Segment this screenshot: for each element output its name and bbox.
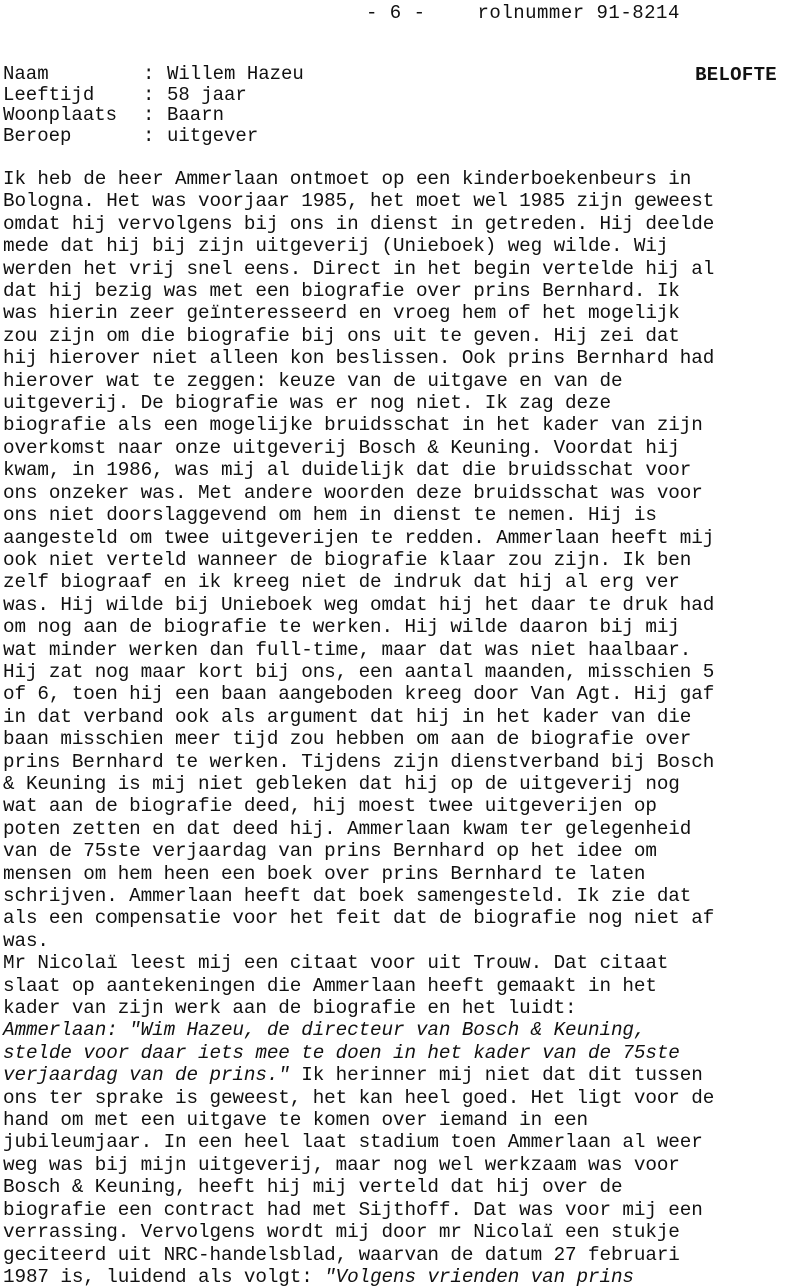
quoted-text: Ammerlaan: "Wim Hazeu, de directeur van Bosch & Keuning, [3, 1019, 646, 1042]
text-segment: Bosch & Keuning, heeft hij mij verteld dat hij over de [3, 1176, 623, 1199]
text-segment: kader van zijn werk aan de biografie en het luidt: [3, 997, 577, 1020]
text-line [3, 751, 803, 773]
text-segment: Ik herinner mij niet dat dit tussen [289, 1064, 703, 1087]
text-line [3, 392, 803, 414]
text-segment: Mr Nicolaï leest mij een citaat voor uit Trouw. Dat citaat [3, 952, 669, 975]
text-line [3, 1266, 803, 1288]
statement-text [3, 168, 803, 1288]
text-line [3, 907, 803, 929]
text-segment: was. [3, 929, 49, 952]
text-line [3, 639, 803, 661]
text-line [3, 168, 803, 190]
text-line [3, 549, 803, 571]
text-line [3, 975, 803, 997]
text-line [3, 1064, 803, 1086]
text-line [3, 1109, 803, 1131]
quoted-text: stelde voor daar iets mee te doen in het kader van de 75ste [3, 1041, 680, 1064]
field-row [3, 126, 304, 147]
text-line [3, 885, 803, 907]
text-segment: poten zetten en dat deed hij. Ammerlaan kwam ter gelegenheid [3, 817, 692, 840]
text-line [3, 840, 803, 862]
text-segment: biografie een contract had met Sijthoff. Dat was voor mij een [3, 1198, 703, 1221]
quoted-text: "Volgens vrienden van prins [324, 1265, 634, 1288]
text-segment: was hierin zeer geïnteresseerd en vroeg hem of het mogelijk [3, 302, 680, 325]
field-row [3, 85, 304, 106]
field-label: Beroep [3, 124, 72, 147]
quoted-text: verjaardag van de prins." [3, 1064, 290, 1087]
text-segment: mede dat hij bij zijn uitgeverij (Unieboek) weg wilde. Wij [3, 235, 669, 258]
roll-number: rolnummer 91-8214 [477, 2, 680, 24]
text-line [3, 1176, 803, 1198]
field-separator: : [143, 83, 155, 106]
text-line [3, 258, 803, 280]
text-segment: in dat verband ook als argument dat hij in het kader van die [3, 705, 692, 728]
text-line [3, 1087, 803, 1109]
text-segment: ons ter sprake is geweest, het kan heel goed. Het ligt voor de [3, 1086, 715, 1109]
text-line [3, 571, 803, 593]
field-value: Willem Hazeu [167, 63, 304, 85]
text-line [3, 863, 803, 885]
text-segment: wat minder werken dan full-time, maar dat was niet haalbaar. [3, 638, 692, 661]
text-line [3, 683, 803, 705]
text-segment: aangesteld om twee uitgeverijen te redden. Ammerlaan heeft mij [3, 526, 715, 549]
text-segment: schrijven. Ammerlaan heeft dat boek samengesteld. Ik zie dat [3, 885, 692, 907]
text-segment: mensen om hem heen een boek over prins Bernhard te laten [3, 862, 646, 885]
text-segment: overkomst naar onze uitgeverij Bosch & Keuning. Voordat hij [3, 436, 680, 459]
text-segment: prins Bernhard te werken. Tijdens zijn dienstverband bij Bosch [3, 750, 715, 773]
text-line [3, 280, 803, 302]
text-line [3, 952, 803, 974]
text-segment: slaat op aantekeningen die Ammerlaan heeft gemaakt in het [3, 974, 657, 997]
field-label: Leeftijd [3, 83, 95, 106]
text-line [3, 728, 803, 750]
text-line [3, 1154, 803, 1176]
text-line [3, 302, 803, 324]
field-row [3, 105, 304, 126]
text-segment: Hij zat nog maar kort bij ons, een aantal maanden, misschien 5 [3, 660, 715, 683]
text-segment: weg was bij mijn uitgeverij, maar nog wel werkzaam was voor [3, 1153, 680, 1176]
field-row [3, 64, 304, 85]
witness-details [3, 64, 304, 146]
text-segment: als een compensatie voor het feit dat de biografie nog niet af [3, 907, 715, 930]
text-segment: ook niet verteld wanneer de biografie klaar zou zijn. Ik ben [3, 548, 692, 571]
text-line [3, 235, 803, 257]
text-line [3, 997, 803, 1019]
text-line [3, 706, 803, 728]
text-line [3, 527, 803, 549]
text-segment: kwam, in 1986, was mij al duidelijk dat die bruidsschat voor [3, 459, 692, 482]
text-line [3, 325, 803, 347]
field-separator: : [143, 104, 155, 126]
text-line [3, 1131, 803, 1153]
text-line [3, 1042, 803, 1064]
text-line [3, 190, 803, 212]
text-segment: & Keuning is mij niet gebleken dat hij op de uitgeverij nog [3, 772, 680, 795]
text-segment: hand om met een uitgave te komen over iemand in een [3, 1109, 589, 1132]
text-segment: Ik heb de heer Ammerlaan ontmoet op een kinderboekenbeurs in [3, 168, 692, 190]
text-line [3, 370, 803, 392]
text-segment: geciteerd uit NRC-handelsblad, waarvan de datum 27 februari [3, 1243, 680, 1266]
field-value: Baarn [167, 104, 225, 126]
field-label: Woonplaats [3, 104, 118, 126]
text-segment: baan misschien meer tijd zou hebben om aan de biografie over [3, 728, 692, 751]
text-line [3, 818, 803, 840]
text-segment: omdat hij vervolgens bij ons in dienst in getreden. Hij deelde [3, 212, 715, 235]
text-line [3, 1221, 803, 1243]
text-segment: jubileumjaar. In een heel laat stadium toen Ammerlaan al weer [3, 1131, 703, 1154]
text-segment: wat aan de biografie deed, hij moest twee uitgeverijen op [3, 795, 657, 818]
text-line [3, 616, 803, 638]
text-segment: dat hij bezig was met een biografie over prins Bernhard. Ik [3, 280, 680, 303]
text-line [3, 773, 803, 795]
text-segment: hij hierover niet alleen kon beslissen. Ook prins Bernhard had [3, 347, 715, 370]
text-line [3, 1199, 803, 1221]
text-segment: van de 75ste verjaardag van prins Bernhard op het idee om [3, 840, 657, 863]
text-segment: biografie als een mogelijke bruidsschat in het kader van zijn [3, 414, 703, 437]
text-line [3, 482, 803, 504]
text-segment: Bologna. Het was voorjaar 1985, het moet wel 1985 zijn geweest [3, 190, 715, 213]
text-segment: was. Hij wilde bij Unieboek weg omdat hij het daar te druk had [3, 593, 715, 616]
text-line [3, 347, 803, 369]
text-segment: ons niet doorslaggevend om hem in dienst te nemen. Hij is [3, 504, 657, 527]
text-segment: of 6, toen hij een baan aangeboden kreeg door Van Agt. Hij gaf [3, 683, 715, 706]
text-segment: zelf biograaf en ik kreeg niet de indruk dat hij al erg ver [3, 571, 680, 594]
text-line [3, 414, 803, 436]
field-separator: : [143, 63, 155, 85]
page-header [366, 2, 680, 24]
text-line [3, 594, 803, 616]
text-line [3, 661, 803, 683]
text-line [3, 1244, 803, 1266]
text-segment: ons onzeker was. Met andere woorden deze bruidsschat was voor [3, 481, 703, 504]
text-segment: werden het vrij snel eens. Direct in het begin vertelde hij al [3, 257, 715, 280]
field-value: 58 jaar [167, 83, 247, 106]
text-segment: zou zijn om die biografie bij ons uit te geven. Hij zei dat [3, 324, 680, 347]
text-line [3, 504, 803, 526]
text-line [3, 930, 803, 952]
text-segment: 1987 is, luidend als volgt: [3, 1265, 325, 1288]
page-number: - 6 - [366, 2, 426, 24]
text-line [3, 437, 803, 459]
text-line [3, 459, 803, 481]
text-line [3, 795, 803, 817]
text-segment: verrassing. Vervolgens wordt mij door mr Nicolaï een stukje [3, 1221, 680, 1244]
field-separator: : [143, 124, 155, 147]
field-label: Naam [3, 63, 49, 85]
field-value: uitgever [167, 124, 259, 147]
text-segment: uitgeverij. De biografie was er nog niet. Ik zag deze [3, 392, 611, 415]
text-segment: hierover wat te zeggen: keuze van de uitgave en van de [3, 369, 623, 392]
text-line [3, 213, 803, 235]
oath-type-label: BELOFTE [695, 64, 777, 86]
text-segment: om nog aan de biografie te werken. Hij wilde daaron bij mij [3, 616, 680, 639]
text-line [3, 1019, 803, 1041]
